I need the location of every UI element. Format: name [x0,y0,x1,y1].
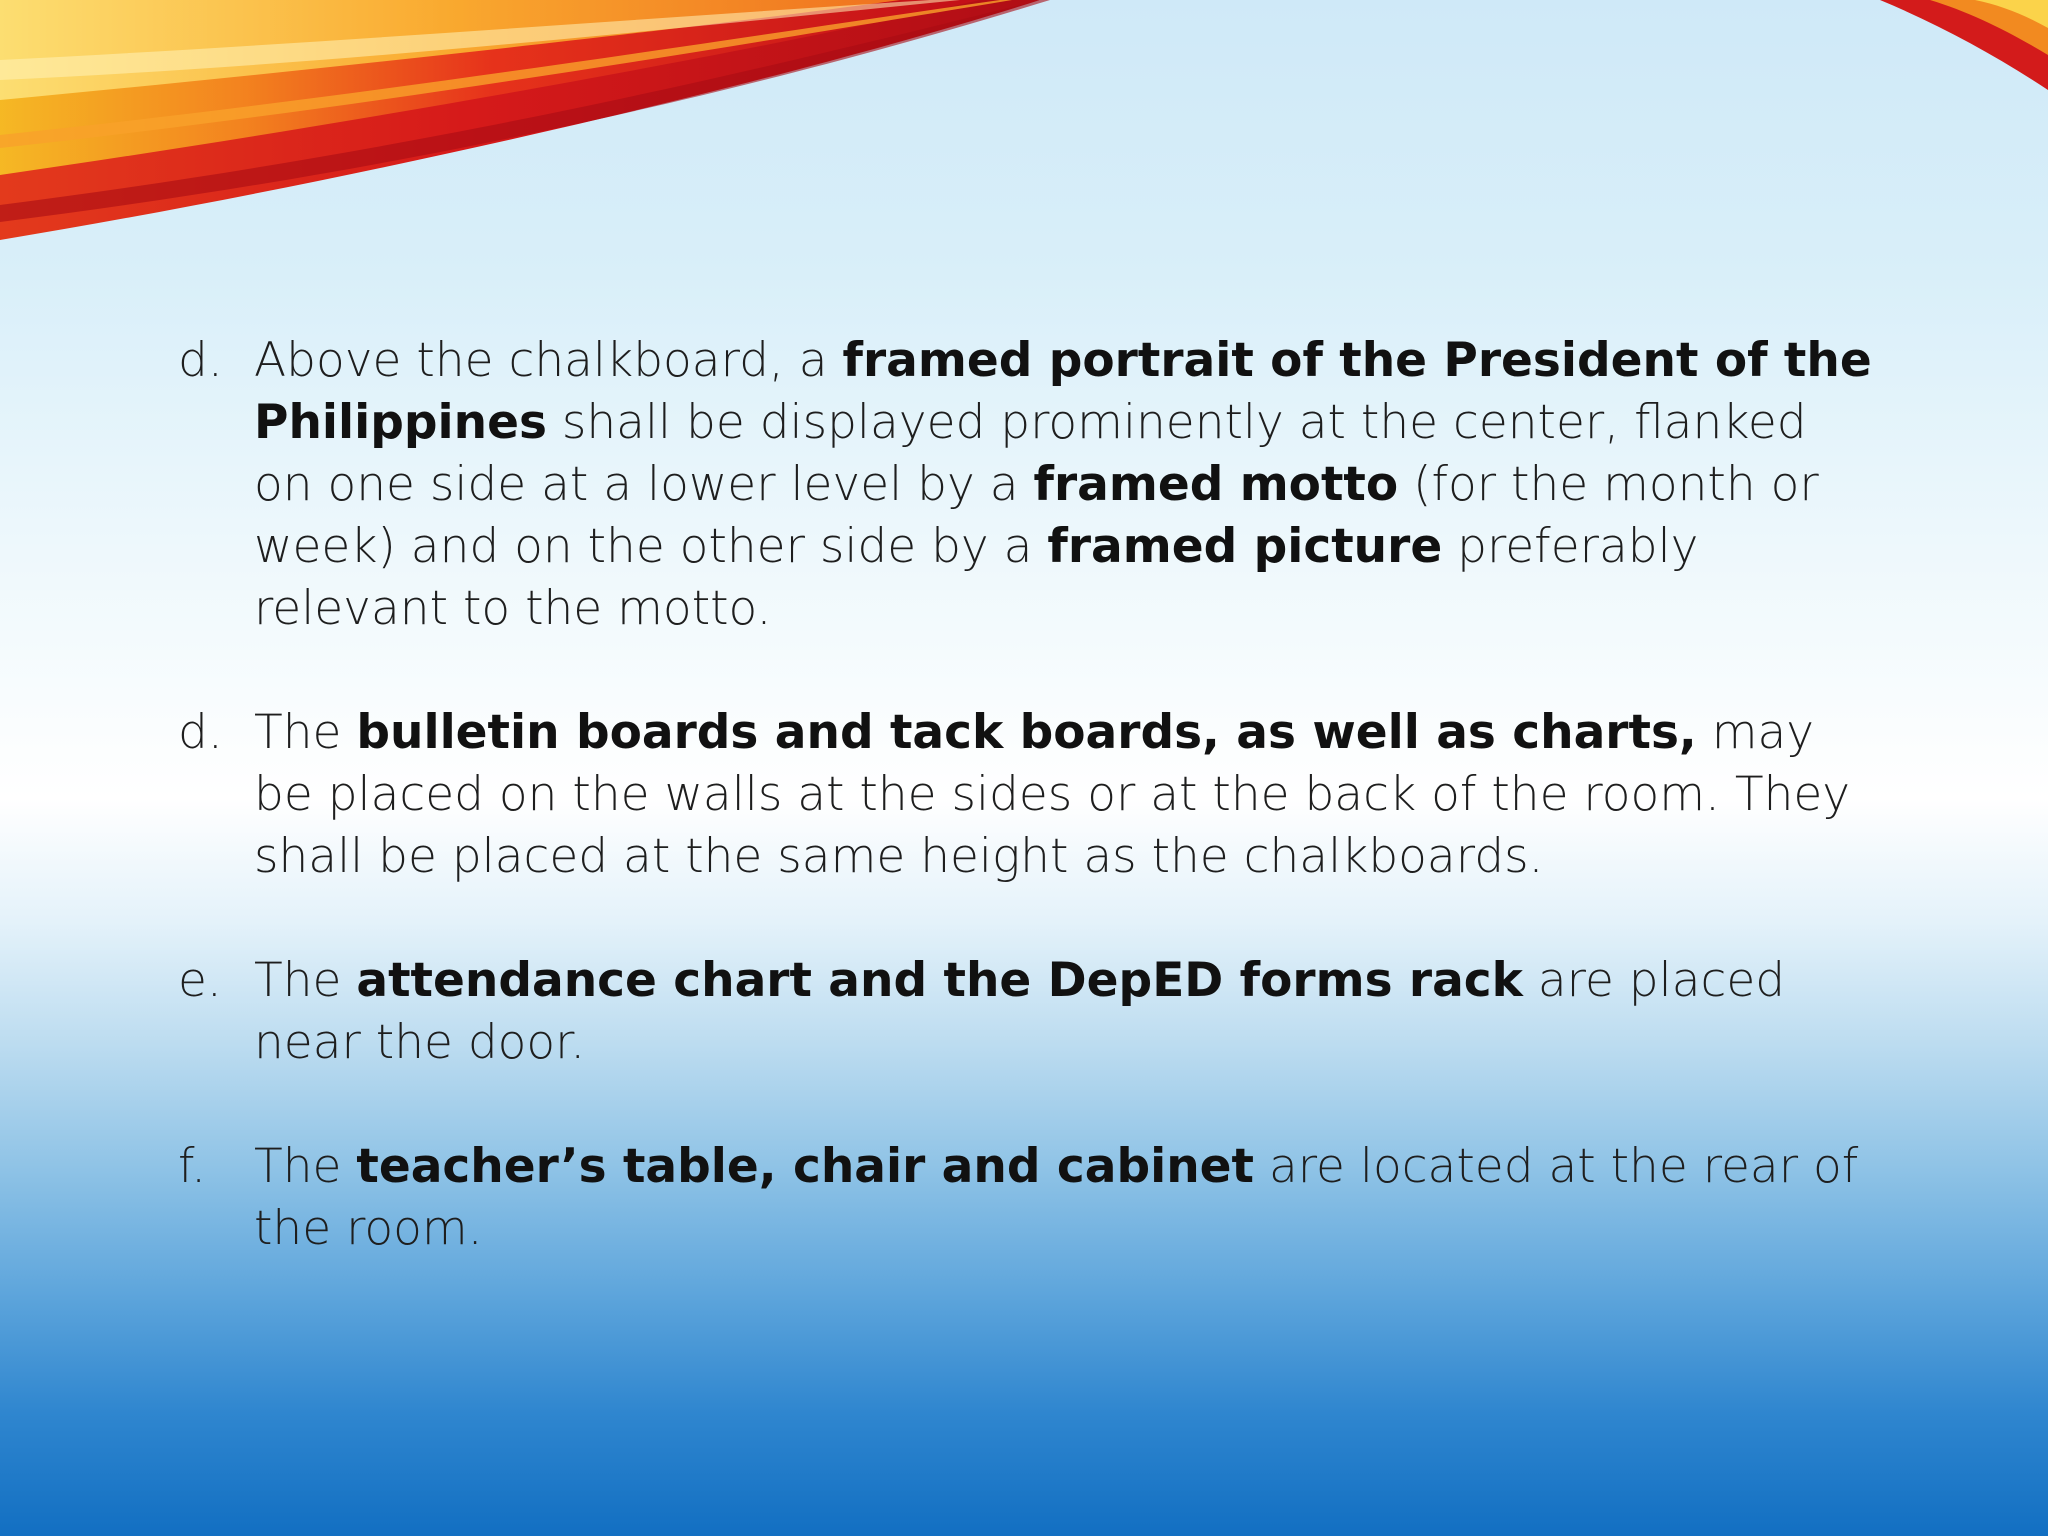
list-item-text: The bulletin boards and tack boards, as well as charts, may be placed on the walls at the sides or at the back of the room. They shall be placed at the same height as the chalkboards. [254,705,1851,884]
list-item [178,702,1878,888]
list-marker: d. [178,333,223,388]
list-marker: d. [178,705,223,760]
decorative-swoosh-banner [0,0,2048,260]
list-marker: e. [178,953,222,1008]
list-item [178,950,1878,1074]
list-item-text: The attendance chart and the DepED forms rack are placed near the door. [254,953,1786,1070]
list-item-text: The teacher’s table, chair and cabinet are located at the rear of the room. [254,1139,1859,1256]
slide-content [178,330,1878,1322]
list-marker: f. [178,1139,207,1194]
list-item-text: Above the chalkboard, a framed portrait of the President of the Philippines shall be displayed prominently at the center, flanked on one side at a lower level by a framed motto (for the month or week) and on the other side by a framed picture preferably relevant to the motto. [254,333,1872,636]
list-item [178,1136,1878,1260]
list-item [178,330,1878,640]
